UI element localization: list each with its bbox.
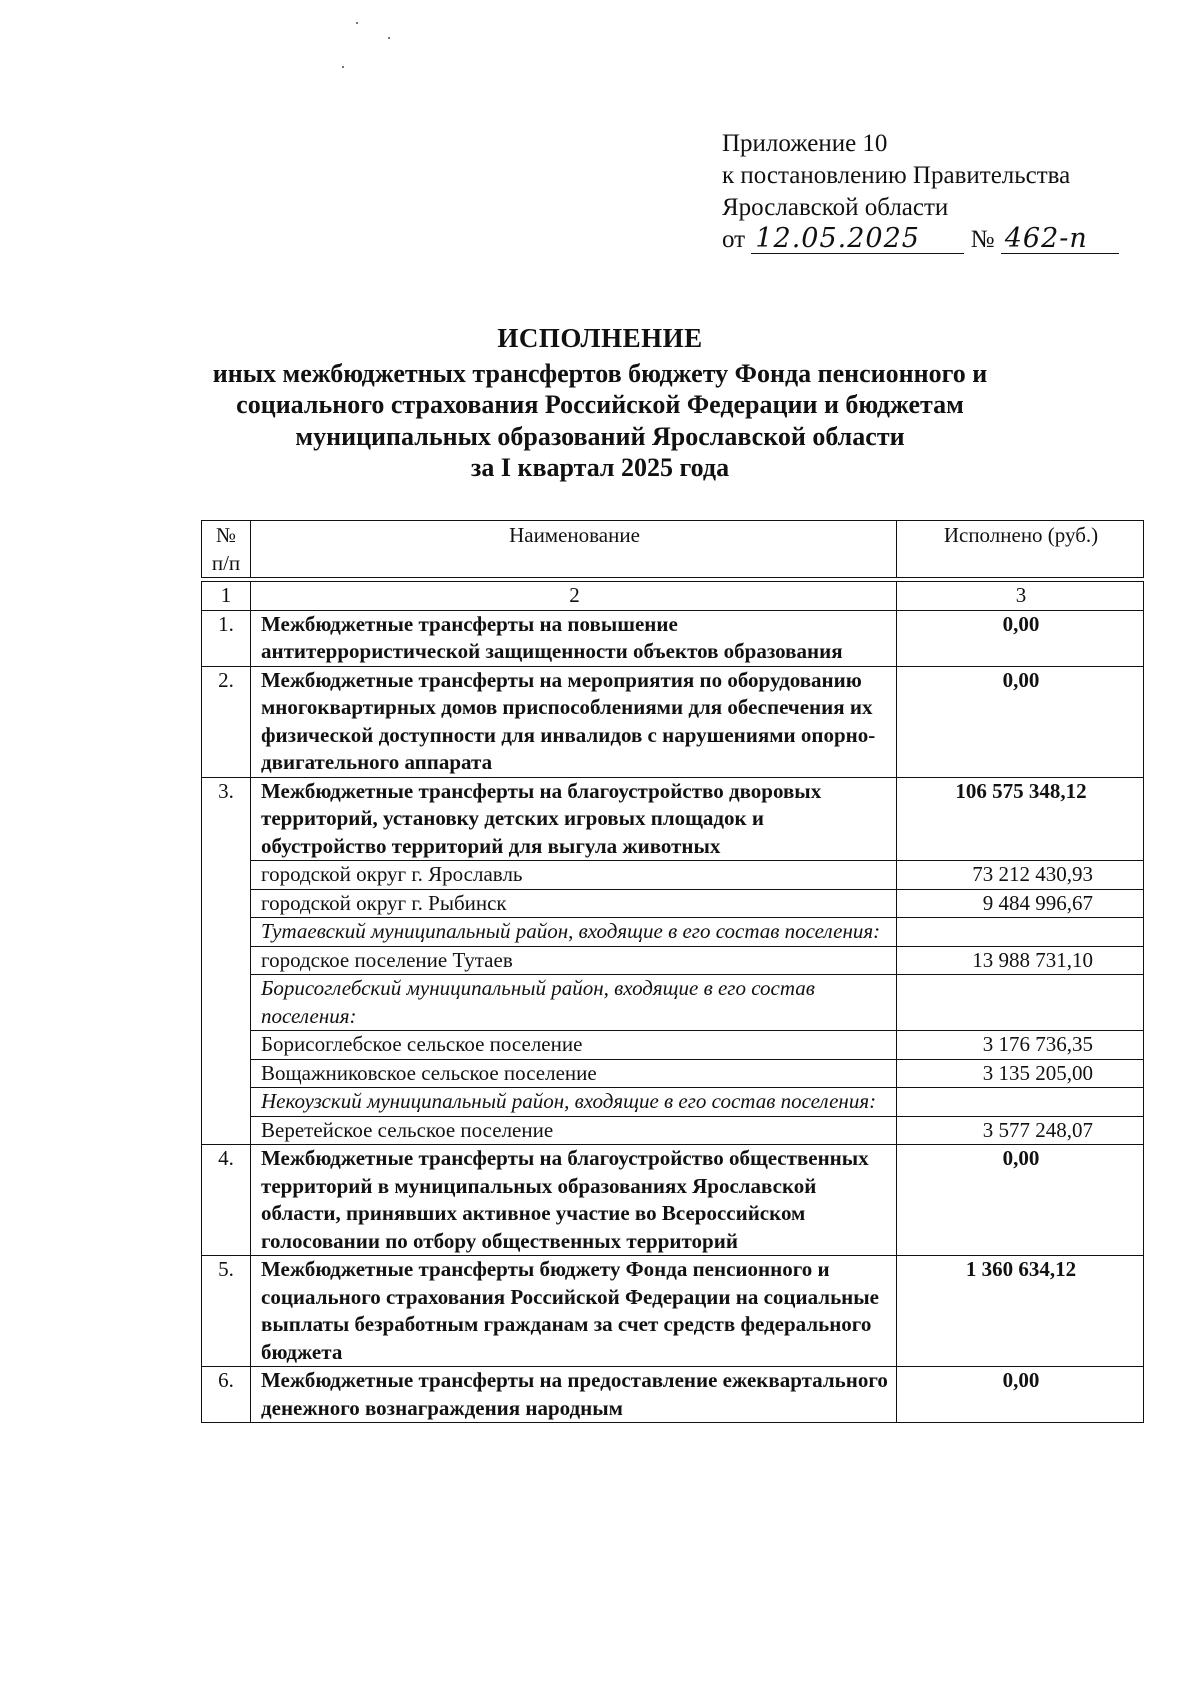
table-row <box>202 777 1144 861</box>
table-row <box>202 1367 1144 1423</box>
sub-row-value: 73 212 430,93 <box>897 861 1144 890</box>
sub-row-value: 3 135 205,00 <box>897 1059 1144 1088</box>
sub-row-district: Некоузский муниципальный район, входящие в его состав поселения: <box>251 1088 897 1117</box>
execution-table <box>201 520 1144 1423</box>
row-num: 4. <box>202 1145 251 1256</box>
sub-row <box>202 1088 1144 1117</box>
header-value: Исполнено (руб.) <box>897 521 1144 578</box>
sub-row <box>202 1059 1144 1088</box>
row-value: 0,00 <box>897 1367 1144 1423</box>
title-line-4: за I квартал 2025 года <box>470 453 730 482</box>
sub-row-value: 3 577 248,07 <box>897 1116 1144 1145</box>
handwritten-number: 462-п <box>1001 225 1119 254</box>
row-name: Межбюджетные трансферты на благоустройство дворовых территорий, установку детских игровых площадок и обустройство территорий для выгула животных <box>251 777 897 861</box>
annex-line-2: к постановлению Правительства <box>722 162 1071 189</box>
sub-row-district: Тутаевский муниципальный район, входящие в его состав поселения: <box>251 918 897 947</box>
sub-row-value: 13 988 731,10 <box>897 946 1144 975</box>
colnum-1: 1 <box>202 582 251 611</box>
row-value: 0,00 <box>897 1145 1144 1256</box>
row-value: 0,00 <box>897 666 1144 777</box>
row-num: 3. <box>202 777 251 1145</box>
title-line-1: иных межбюджетных трансфертов бюджету Фонда пенсионного и <box>212 358 988 388</box>
sub-row <box>202 918 1144 947</box>
colnum-2: 2 <box>251 582 897 611</box>
scan-speck <box>356 22 358 24</box>
header-name: Наименование <box>251 521 897 578</box>
row-name: Межбюджетные трансферты на повышение антитеррористической защищенности объектов образования <box>251 610 897 666</box>
number-prefix: № <box>970 226 995 253</box>
title-line-2: социального страхования Российской Федерации и бюджетам <box>236 390 964 419</box>
date-prefix: от <box>722 226 746 253</box>
row-num: 5. <box>202 1256 251 1367</box>
title-line-3: муниципальных образований Ярославской области <box>295 421 905 451</box>
row-name: Межбюджетные трансферты бюджету Фонда пенсионного и социального страхования Российской Федерации на социальные выплаты безработным гражданам за счет средств федерального бюджета <box>251 1256 897 1367</box>
title-main: ИСПОЛНЕНИЕ <box>497 323 703 353</box>
sub-row <box>202 861 1144 890</box>
table-row <box>202 610 1144 666</box>
document-title <box>150 323 1050 484</box>
sub-row-name: городское поселение Тутаев <box>251 946 897 975</box>
table-row <box>202 1256 1144 1367</box>
scan-speck <box>388 37 390 39</box>
row-name: Межбюджетные трансферты на мероприятия по оборудованию многоквартирных домов приспособлениями для обеспечения их физической доступности для инвалидов с нарушениями опорно-двигательного аппарата <box>251 666 897 777</box>
row-num: 2. <box>202 666 251 777</box>
scan-speck <box>342 66 344 68</box>
sub-row-name: Веретейское сельское поселение <box>251 1116 897 1145</box>
sub-row <box>202 1031 1144 1060</box>
row-value: 1 360 634,12 <box>897 1256 1144 1367</box>
table-row <box>202 1145 1144 1256</box>
row-value: 0,00 <box>897 610 1144 666</box>
row-num: 1. <box>202 610 251 666</box>
row-num: 6. <box>202 1367 251 1423</box>
annex-date-line <box>722 224 1119 256</box>
sub-row-name: Борисоглебское сельское поселение <box>251 1031 897 1060</box>
annex-line-1: Приложение 10 <box>722 130 888 157</box>
sub-row <box>202 889 1144 918</box>
sub-row <box>202 975 1144 1031</box>
sub-row-name: городской округ г. Рыбинск <box>251 889 897 918</box>
row-name: Межбюджетные трансферты на благоустройство общественных территорий в муниципальных образованиях Ярославской области, принявших активное участие во Всероссийском голосовании по отбору общественных территорий <box>251 1145 897 1256</box>
sub-row-name: городской округ г. Ярославль <box>251 861 897 890</box>
sub-row <box>202 1116 1144 1145</box>
colnum-3: 3 <box>897 582 1144 611</box>
table-row <box>202 666 1144 777</box>
annex-line-3: Ярославской области <box>722 194 949 221</box>
sub-row-value: 9 484 996,67 <box>897 889 1144 918</box>
sub-row-value: 3 176 736,35 <box>897 1031 1144 1060</box>
sub-row <box>202 946 1144 975</box>
column-number-row <box>202 582 1144 611</box>
sub-row-district: Борисоглебский муниципальный район, входящие в его состав поселения: <box>251 975 897 1031</box>
table-header-row <box>202 521 1144 578</box>
sub-row-name: Вощажниковское сельское поселение <box>251 1059 897 1088</box>
handwritten-date: 12.05.2025 <box>751 225 964 254</box>
header-num: № п/п <box>202 521 251 578</box>
annex-block <box>722 128 1119 256</box>
row-name: Межбюджетные трансферты на предоставление ежеквартального денежного вознаграждения народным <box>251 1367 897 1423</box>
row-value: 106 575 348,12 <box>897 777 1144 861</box>
